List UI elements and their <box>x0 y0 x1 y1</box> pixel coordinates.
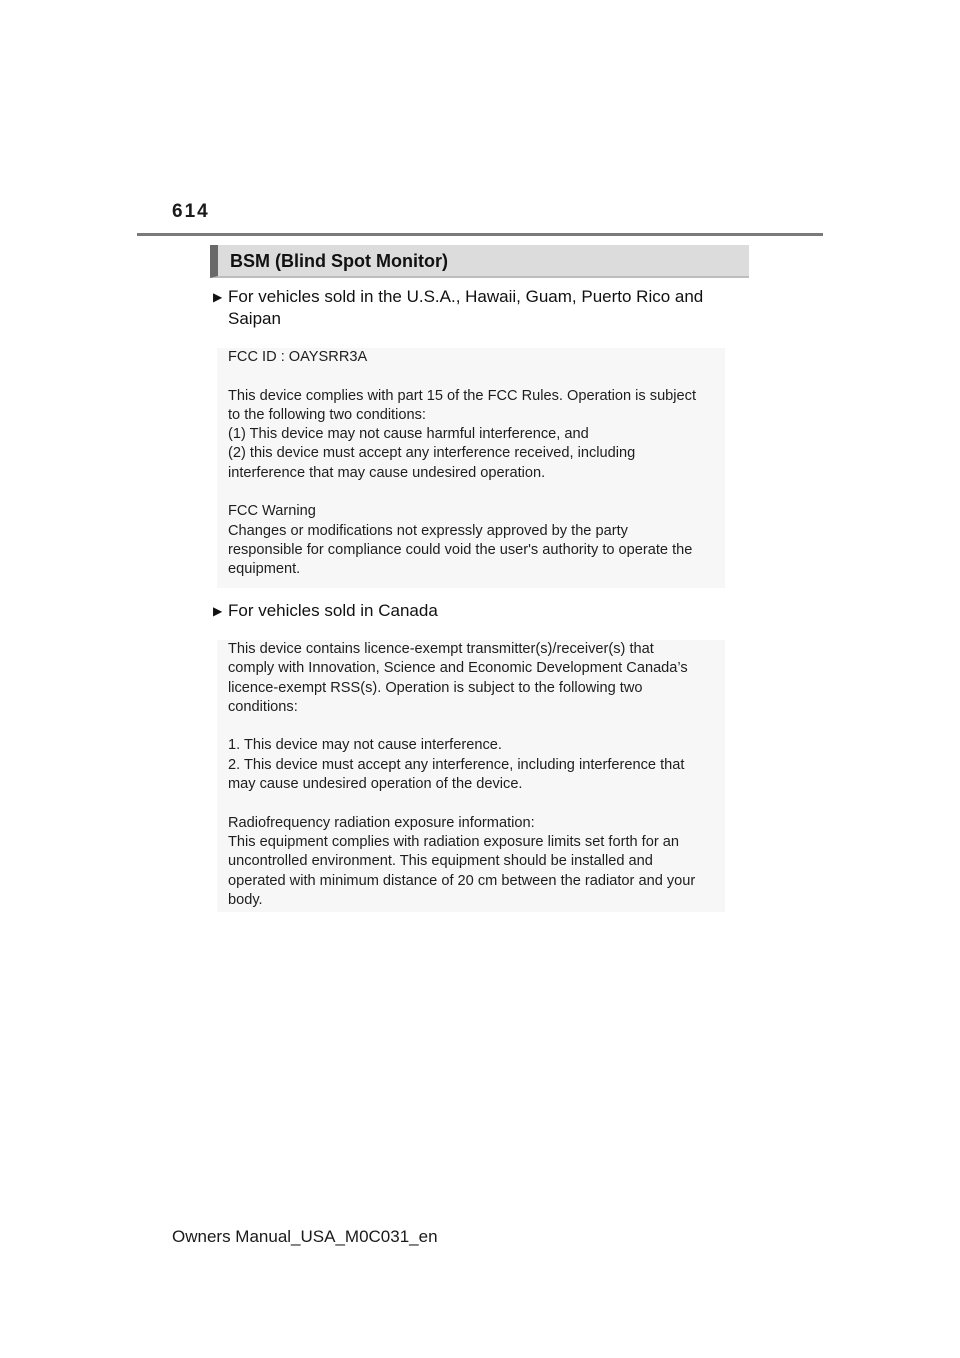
radiation-line: operated with minimum distance of 20 cm between the radiator and your <box>228 872 696 889</box>
intro-line: This device contains licence-exempt transmitter(s)/receiver(s) that <box>228 641 654 657</box>
compliance-line: This device complies with part 15 of the FCC Rules. Operation is subject <box>228 387 697 404</box>
warning-line: equipment. <box>228 561 301 578</box>
bullet-arrow-icon: ▶ <box>213 290 223 304</box>
intro-line: comply with Innovation, Science and Economic Development Canada’s <box>228 660 688 677</box>
compliance-line: interference that may cause undesired operation. <box>228 464 546 481</box>
usa-bullet <box>213 286 748 330</box>
intro-line: conditions: <box>228 698 298 715</box>
section-title: BSM (Blind Spot Monitor) <box>230 251 448 271</box>
page-footer: Owners Manual_USA_M0C031_en <box>172 1227 438 1246</box>
condition-line: 1. This device may not cause interference. <box>228 737 502 754</box>
intro-line: licence-exempt RSS(s). Operation is subject to the following two <box>228 679 643 696</box>
radiation-line: body. <box>228 891 263 908</box>
ised-notice-box <box>217 640 725 912</box>
section-header <box>210 245 749 278</box>
compliance-line: (2) this device must accept any interference received, including <box>228 445 636 462</box>
canada-bullet-text: For vehicles sold in Canada <box>228 601 438 620</box>
radiation-line: This equipment complies with radiation exposure limits set forth for an <box>228 833 679 850</box>
condition-line: 2. This device must accept any interference, including interference that <box>228 756 685 773</box>
radiation-line: uncontrolled environment. This equipment should be installed and <box>228 853 653 870</box>
bullet-arrow-icon: ▶ <box>213 604 223 618</box>
fcc-id: FCC ID : OAYSRR3A <box>228 349 368 365</box>
canada-bullet <box>213 600 748 622</box>
warning-line: Changes or modifications not expressly approved by the party <box>228 522 628 539</box>
page-number: 614 <box>172 201 210 222</box>
compliance-line: (1) This device may not cause harmful interference, and <box>228 426 589 443</box>
usa-bullet-text: For vehicles sold in the U.S.A., Hawaii, Guam, Puerto Rico and Saipan <box>228 287 704 328</box>
condition-line: may cause undesired operation of the device. <box>228 776 523 793</box>
radiation-line: Radiofrequency radiation exposure information: <box>228 814 535 831</box>
fcc-notice-box <box>217 348 725 588</box>
fcc-warning-title: FCC Warning <box>228 503 316 520</box>
header-rule <box>137 233 823 236</box>
compliance-line: to the following two conditions: <box>228 406 426 423</box>
warning-line: responsible for compliance could void the user's authority to operate the <box>228 541 693 558</box>
